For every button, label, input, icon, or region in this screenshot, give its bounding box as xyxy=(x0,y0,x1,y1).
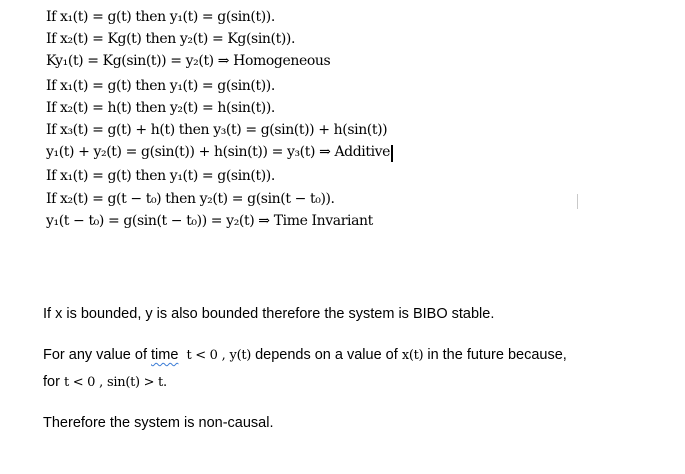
condition-expr-2: t < 0 xyxy=(63,375,96,390)
time-invariant-eq-2: If x₂(t) = g(t − t₀) then y₂(t) = g(sin(t − t₀)). xyxy=(46,190,335,207)
text-cursor xyxy=(577,194,578,209)
additive-eq-4: y₁(t) + y₂(t) = g(sin(t)) + h(sin(t)) = y₃(t) ⇒ Additive xyxy=(46,144,391,161)
separator-comma-2: , xyxy=(99,375,103,390)
additive-eq-1: If x₁(t) = g(t) then y₁(t) = g(sin(t)). xyxy=(46,77,275,94)
additive-eq-4-row xyxy=(46,141,666,163)
input-expr: x(t) xyxy=(401,348,424,363)
time-invariant-eq-1: If x₁(t) = g(t) then y₁(t) = g(sin(t)). xyxy=(46,168,275,185)
time-invariant-eq-3: y₁(t − t₀) = g(sin(t − t₀)) = y₂(t) ⇒ Time Invariant xyxy=(46,212,373,229)
homogeneous-eq-3: Ky₁(t) = Kg(sin(t)) = y₂(t) ⇒ Homogeneous xyxy=(46,53,331,70)
inequality-expr: sin(t) > t xyxy=(107,375,163,390)
causality-line2-start: for xyxy=(43,374,60,390)
bibo-paragraph: If x is bounded, y is also bounded therefore the system is BIBO stable. xyxy=(43,306,495,322)
causality-paragraph xyxy=(43,342,567,396)
homogeneous-eq-1: If x₁(t) = g(t) then y₁(t) = g(sin(t)). xyxy=(46,9,275,25)
additive-eq-2: If x₂(t) = h(t) then y₂(t) = h(sin(t)). xyxy=(46,99,275,116)
homogeneous-eq-2: If x₂(t) = Kg(t) then y₂(t) = Kg(sin(t)). xyxy=(46,31,295,48)
causality-text-middle: depends on a value of xyxy=(255,347,398,363)
additive-eq-3: If x₃(t) = g(t) + h(t) then y₃(t) = g(sin(t)) + h(sin(t)) xyxy=(46,121,388,138)
causality-line-1 xyxy=(43,342,567,369)
separator-comma: , xyxy=(221,348,226,363)
period: . xyxy=(162,375,167,390)
equation-block xyxy=(46,6,666,232)
insertion-mark xyxy=(391,145,393,162)
causality-text-end: in the future because, xyxy=(427,347,567,363)
spellcheck-word: time xyxy=(151,347,179,363)
condition-expr: t < 0 xyxy=(186,348,218,363)
conclusion-paragraph: Therefore the system is non-causal. xyxy=(43,415,274,431)
causality-text-start: For any value of xyxy=(43,347,151,363)
output-expr: y(t) xyxy=(229,348,252,363)
causality-line-2 xyxy=(43,369,567,396)
